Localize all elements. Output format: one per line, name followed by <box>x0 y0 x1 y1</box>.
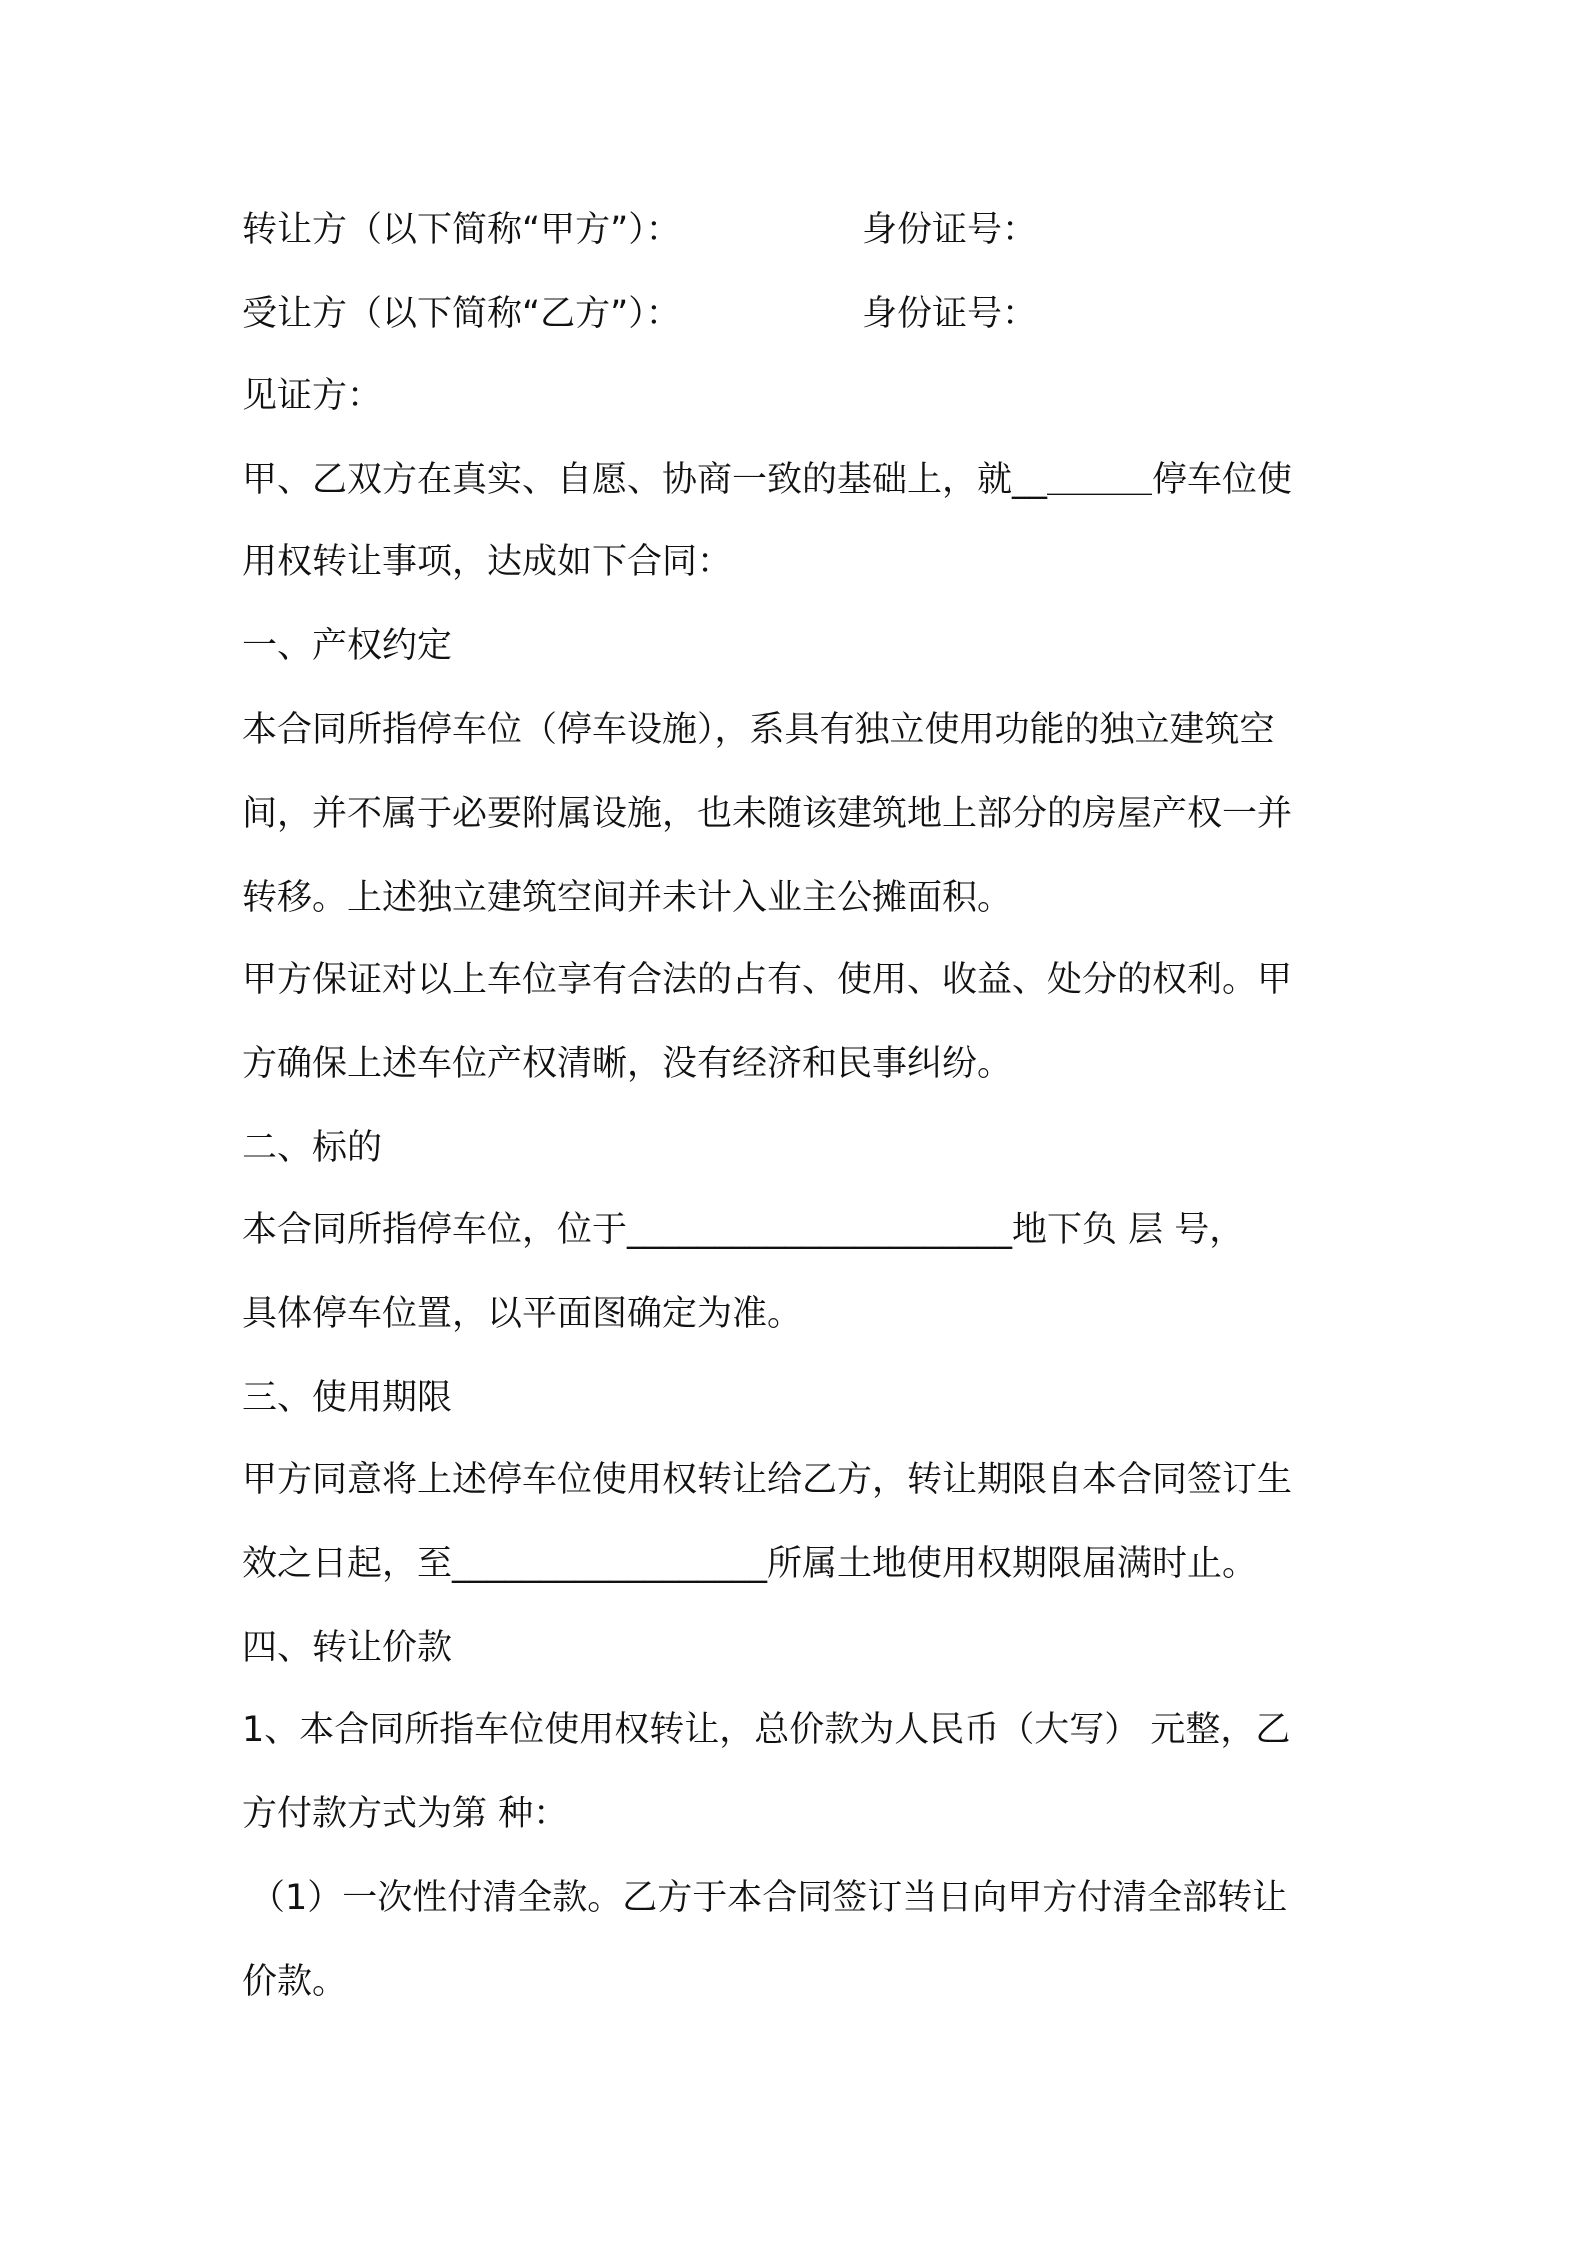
witness-label: 见证方： <box>242 376 383 416</box>
section-4-heading: 四、转让价款 <box>242 1628 453 1668</box>
transferee-id-label: 身份证号： <box>862 294 1038 334</box>
section-2-heading: 二、标的 <box>242 1128 383 1168</box>
transferor-label: 转让方（以下简称“甲方”）： <box>242 210 681 250</box>
section-1-para-1-line-2: 间，并不属于必要附属设施，也未随该建筑地上部分的房屋产权一并 <box>242 794 1293 834</box>
intro-line-2: 用权转让事项，达成如下合同： <box>242 542 733 582</box>
section-4-para-1-line-2: 方付款方式为第 种： <box>242 1794 569 1834</box>
section-3-para-1-line-2: 效之日起，至__________________所属土地使用权期限届满时止。 <box>242 1544 1258 1584</box>
section-3-para-1-line-1: 甲方同意将上述停车位使用权转让给乙方，转让期限自本合同签订生 <box>242 1460 1293 1500</box>
section-4-para-2-line-1: （1）一次性付清全款。乙方于本合同签订当日向甲方付清全部转让 <box>250 1878 1288 1918</box>
section-2-para-1-line-2: 具体停车位置，以平面图确定为准。 <box>242 1294 803 1334</box>
section-1-para-1-line-1: 本合同所指停车位（停车设施），系具有独立使用功能的独立建筑空 <box>242 710 1275 750</box>
section-1-para-2-line-1: 甲方保证对以上车位享有合法的占有、使用、收益、处分的权利。甲 <box>242 960 1293 1000</box>
section-4-para-2-line-2: 价款。 <box>242 1962 348 2002</box>
transferor-id-label: 身份证号： <box>862 210 1038 250</box>
transferee-label: 受让方（以下简称“乙方”）： <box>242 294 681 334</box>
section-4-para-1-line-1: 1、本合同所指车位使用权转让，总价款为人民币（大写） 元整，乙 <box>242 1710 1291 1750</box>
intro-line-1: 甲、乙双方在真实、自愿、协商一致的基础上，就__＿＿＿停车位使 <box>242 460 1293 500</box>
section-1-para-2-line-2: 方确保上述车位产权清晰，没有经济和民事纠纷。 <box>242 1044 1013 1084</box>
section-2-para-1-line-1: 本合同所指停车位，位于______________________地下负 层 号， <box>242 1210 1245 1250</box>
section-3-heading: 三、使用期限 <box>242 1378 453 1418</box>
section-1-heading: 一、产权约定 <box>242 626 453 666</box>
section-1-para-1-line-3: 转移。上述独立建筑空间并未计入业主公摊面积。 <box>242 878 1013 918</box>
